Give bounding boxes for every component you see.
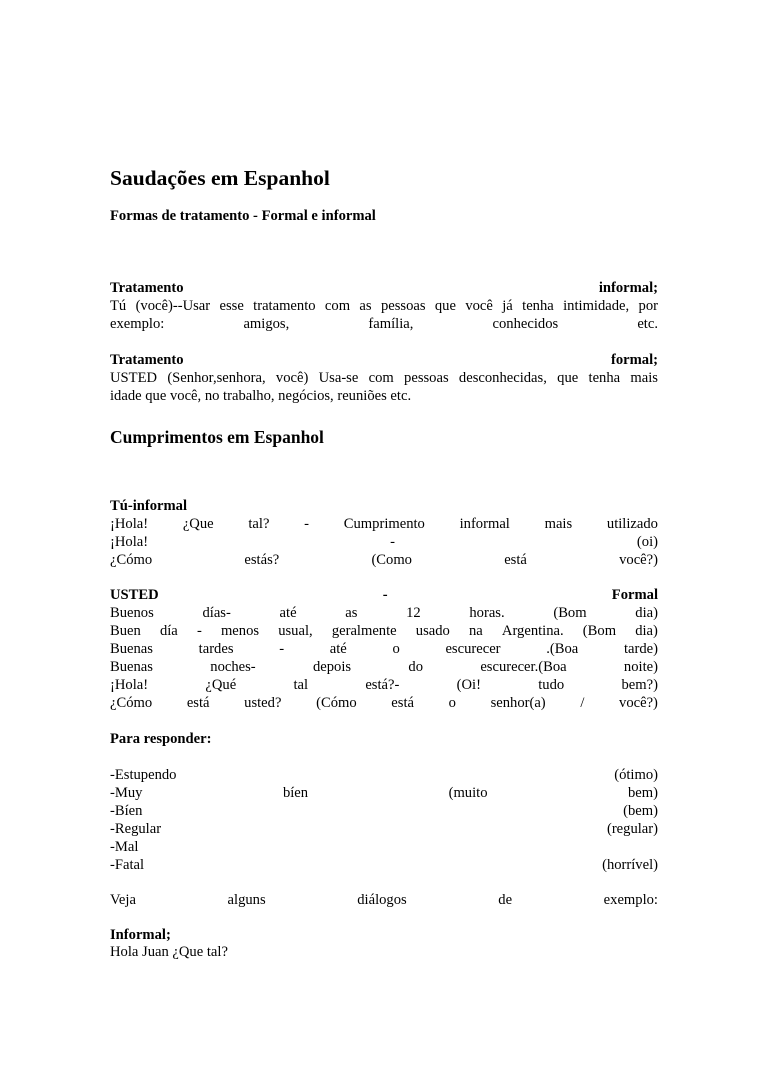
word: ¿Qué (205, 677, 237, 693)
word: (oi) (636, 534, 658, 550)
word: ¡Hola! (110, 677, 149, 693)
word: informal (459, 516, 510, 532)
word: do (408, 659, 423, 675)
word: (bem) (623, 803, 658, 819)
responder-row (110, 839, 658, 857)
word: as (345, 605, 358, 621)
word: ¡Hola! (110, 516, 149, 532)
word: dia) (635, 623, 658, 639)
word: mais (544, 516, 573, 532)
word: Veja (110, 892, 136, 908)
word: días- (202, 605, 231, 621)
word: ¿Cómo (110, 552, 153, 568)
word: tarde) (623, 641, 658, 657)
responder-row (110, 785, 658, 803)
word: usual, (278, 623, 313, 639)
word: (horrível) (602, 857, 658, 873)
usted-row (110, 695, 658, 713)
word: - (382, 587, 388, 603)
responder-row (110, 767, 658, 785)
word: -Bíen (110, 803, 143, 819)
word: está (186, 695, 210, 711)
word: diálogos (357, 892, 407, 908)
word: - (390, 534, 395, 550)
word: etc. (637, 316, 658, 332)
responder-row (110, 857, 658, 875)
word: menos (220, 623, 260, 639)
word: depois (312, 659, 352, 675)
informal-line-2 (110, 316, 658, 334)
word: estás? (244, 552, 280, 568)
formal-heading-left: Tratamento (110, 352, 184, 368)
word: 12 (406, 605, 421, 621)
word: noches- (210, 659, 256, 675)
usted-row (110, 605, 658, 623)
word: (Oi! (456, 677, 481, 693)
informal-heading-left: Tratamento (110, 280, 184, 296)
word: família, (368, 316, 414, 332)
word: dia) (635, 605, 658, 621)
word: - (196, 623, 202, 639)
tu-row (110, 516, 658, 534)
responder-row (110, 803, 658, 821)
word: -Mal (110, 839, 139, 855)
word: -Fatal (110, 857, 145, 873)
document-title: Saudações em Espanhol (110, 166, 330, 190)
word: alguns (227, 892, 266, 908)
formal-heading-right: formal; (610, 352, 658, 368)
word: está (391, 695, 414, 711)
word: escurecer (445, 641, 501, 657)
word: até (329, 641, 347, 657)
word: você?) (619, 695, 658, 711)
word: bem?) (621, 677, 658, 693)
informal-heading (110, 280, 658, 298)
word: ¿Cómo (110, 695, 153, 711)
word: -Muy (110, 785, 143, 801)
word: bíen (282, 785, 309, 801)
tu-row (110, 534, 658, 552)
word: (muito (448, 785, 488, 801)
word: tudo (538, 677, 565, 693)
usted-row (110, 641, 658, 659)
formal-line-2: idade que você, no trabalho, negócios, reuniões etc. (110, 388, 412, 404)
word: de (498, 892, 513, 908)
word: está?- (365, 677, 400, 693)
responder-row (110, 821, 658, 839)
informal-line-1: Tú (você)--Usar esse tratamento com as pessoas que você já tenha intimidade, por (110, 298, 658, 314)
word: Cumprimento (343, 516, 425, 532)
tu-row (110, 552, 658, 570)
usted-row (110, 659, 658, 677)
word: Buenas (110, 641, 153, 657)
dialog-line-1: Hola Juan ¿Que tal? (110, 944, 228, 960)
word: .(Boa (546, 641, 579, 657)
word: Buenos (110, 605, 154, 621)
examples-line (110, 892, 658, 910)
word: amigos, (243, 316, 290, 332)
document-subtitle: Formas de tratamento - Formal e informal (110, 208, 376, 224)
word: (regular) (606, 821, 658, 837)
informal-heading-right: informal; (598, 280, 658, 296)
word: tal (293, 677, 309, 693)
word: na (468, 623, 483, 639)
word: o (448, 695, 456, 711)
word: exemplo: (603, 892, 658, 908)
word: Formal (611, 587, 658, 603)
usted-row (110, 623, 658, 641)
word: você?) (619, 552, 658, 568)
tu-heading: Tú-informal (110, 498, 188, 514)
word: noite) (623, 659, 658, 675)
word: Argentina. (501, 623, 564, 639)
word: conhecidos (492, 316, 559, 332)
formal-heading (110, 352, 658, 370)
word: día (159, 623, 178, 639)
usted-row (110, 677, 658, 695)
word: tardes (198, 641, 234, 657)
word: Buenas (110, 659, 153, 675)
word: geralmente (331, 623, 397, 639)
usted-heading (110, 587, 658, 605)
word: (Bom (582, 623, 617, 639)
word: -Regular (110, 821, 162, 837)
greetings-heading: Cumprimentos em Espanhol (110, 427, 324, 447)
word: tal? (248, 516, 270, 532)
word: / (580, 695, 585, 711)
word: -Estupendo (110, 767, 177, 783)
word: (Como (371, 552, 412, 568)
word: usted? (244, 695, 282, 711)
word: (Cómo (316, 695, 357, 711)
formal-line-1: USTED (Senhor,senhora, você) Usa-se com pessoas desconhecidas, que tenha mais (110, 370, 658, 386)
word: Buen (110, 623, 141, 639)
word: bem) (628, 785, 658, 801)
word: horas. (469, 605, 505, 621)
word: ¿Que (182, 516, 214, 532)
word: (Bom (553, 605, 587, 621)
word: senhor(a) (490, 695, 546, 711)
word: exemplo: (110, 316, 165, 332)
dialog-heading: Informal; (110, 927, 171, 943)
word: (ótimo) (614, 767, 658, 783)
word: está (504, 552, 527, 568)
word: ¡Hola! (110, 534, 149, 550)
word: USTED (110, 587, 159, 603)
word: escurecer.(Boa (480, 659, 567, 675)
responder-heading: Para responder: (110, 731, 212, 747)
word: - (279, 641, 285, 657)
word: o (392, 641, 400, 657)
word: utilizado (606, 516, 658, 532)
word: usado (415, 623, 450, 639)
word: até (279, 605, 297, 621)
word: - (304, 516, 310, 532)
